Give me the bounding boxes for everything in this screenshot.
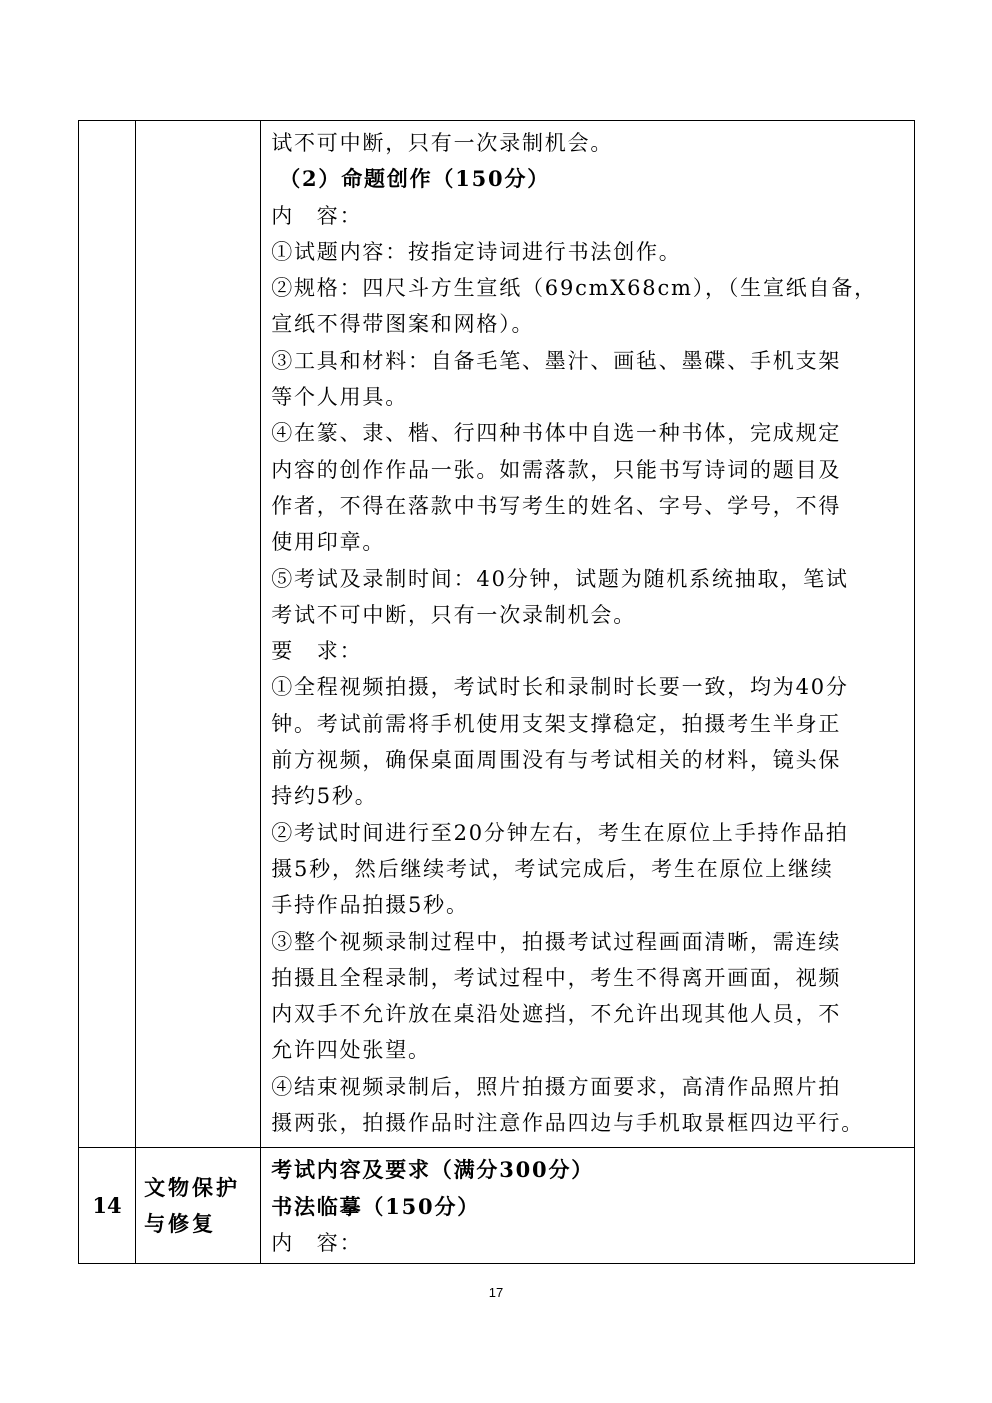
content-line: 内 容： [271, 203, 363, 228]
number-cell-empty [79, 121, 136, 1148]
content-line: 钟。考试前需将手机使用支架支撑稳定，拍摄考生半身正 [271, 711, 842, 736]
exam-requirements-table [78, 120, 915, 1264]
section-heading: （2）命题创作（150分） [279, 166, 551, 192]
content-line: 内双手不允许放在桌沿处遮挡，不允许出现其他人员，不 [271, 1002, 842, 1027]
section-heading: 考试内容及要求（满分300分） [271, 1157, 595, 1183]
content-cell [261, 121, 915, 1148]
table-row [79, 121, 915, 1148]
table-row [79, 1148, 915, 1264]
major-cell-empty [136, 121, 261, 1148]
content-line: 手持作品拍摄5秒。 [271, 893, 469, 918]
major-name-cell [136, 1148, 261, 1264]
content-line: ④在篆、隶、楷、行四种书体中自选一种书体，完成规定 [271, 421, 842, 446]
content-line: 试不可中断，只有一次录制机会。 [271, 131, 614, 155]
content-line: 使用印章。 [271, 530, 386, 555]
content-line: ②考试时间进行至20分钟左右，考生在原位上手持作品拍 [271, 820, 849, 845]
content-line: ①试题内容：按指定诗词进行书法创作。 [271, 239, 682, 264]
content-line: ③整个视频录制过程中，拍摄考试过程画面清晰，需连续 [271, 929, 842, 954]
content-line: 持约5秒。 [271, 784, 378, 809]
content-line: ④结束视频录制后，照片拍摄方面要求，高清作品照片拍 [271, 1074, 842, 1099]
content-line: 摄5秒，然后继续考试，考试完成后，考生在原位上继续 [271, 856, 834, 881]
content-line: 等个人用具。 [271, 385, 409, 410]
content-line: 摄两张，拍摄作品时注意作品四边与手机取景框四边平行。 [271, 1111, 865, 1136]
content-line: 作者，不得在落款中书写考生的姓名、字号、学号，不得 [271, 493, 842, 518]
major-name-line: 文物保护 [144, 1174, 241, 1200]
content-line: ③工具和材料：自备毛笔、墨汁、画毡、墨碟、手机支架 [271, 348, 842, 373]
content-line: 前方视频，确保桌面周围没有与考试相关的材料，镜头保 [271, 748, 842, 773]
page-number: 17 [488, 1285, 504, 1300]
content-line: 内容的创作作品一张。如需落款，只能书写诗词的题目及 [271, 457, 842, 482]
major-name-line: 与修复 [144, 1210, 217, 1236]
content-cell [261, 1148, 915, 1264]
content-line: 内 容： [271, 1230, 363, 1255]
content-line: 宣纸不得带图案和网格）。 [271, 312, 535, 337]
content-line: ⑤考试及录制时间：40分钟，试题为随机系统抽取，笔试 [271, 566, 849, 591]
content-line: 拍摄且全程录制，考试过程中，考生不得离开画面，视频 [271, 965, 842, 990]
content-line: 要 求： [271, 639, 363, 664]
content-line: ①全程视频拍摄，考试时长和录制时长要一致，均为40分 [271, 675, 849, 700]
section-heading: 书法临摹（150分） [271, 1193, 481, 1219]
content-line: 考试不可中断，只有一次录制机会。 [271, 602, 637, 627]
content-line: ②规格：四尺斗方生宣纸（69cmX68cm），（生宣纸自备， [271, 276, 877, 301]
content-line: 允许四处张望。 [271, 1038, 431, 1063]
row-number: 14 [79, 1148, 136, 1264]
